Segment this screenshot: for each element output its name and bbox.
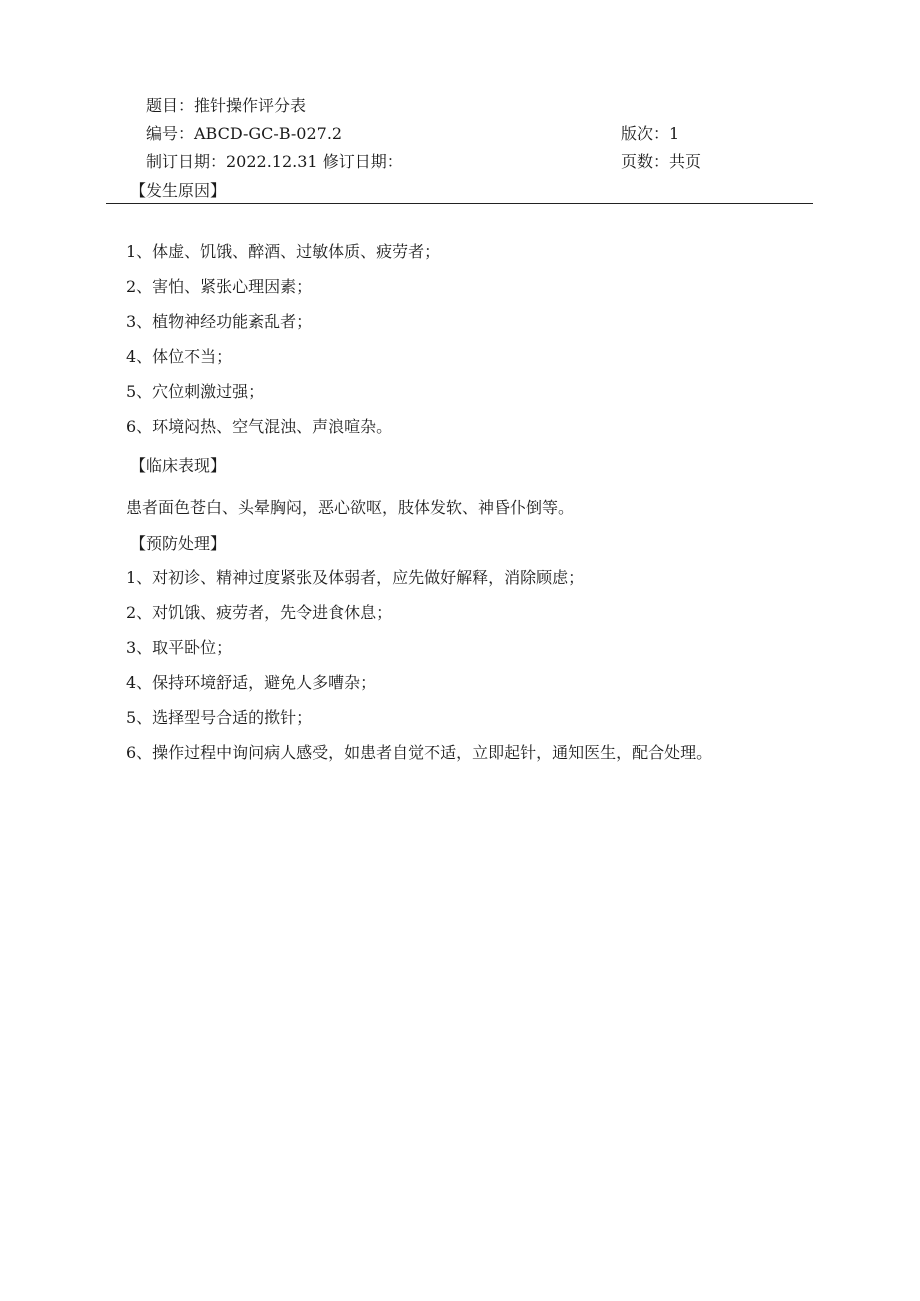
document-code: 编号：ABCD-GC-B-027.2 (146, 124, 343, 143)
document-page-count: 页数：共页 (621, 152, 702, 171)
list-item: 5、选择型号合适的揿针； (126, 708, 313, 727)
causes-heading: 【发生原因】 (130, 181, 227, 200)
list-item: 2、害怕、紧张心理因素； (126, 277, 313, 296)
document-title: 题目：推针操作评分表 (146, 96, 307, 115)
document-dates: 制订日期：2022.12.31 修订日期： (146, 152, 403, 171)
causes-list (126, 242, 440, 452)
list-item: 4、体位不当； (126, 347, 233, 366)
clinical-text: 患者面色苍白、头晕胸闷，恶心欲呕，肢体发软、神昏仆倒等。 (126, 498, 575, 517)
list-item: 6、操作过程中询问病人感受，如患者自觉不适，立即起针，通知医生，配合处理。 (126, 743, 713, 762)
list-item: 1、体虚、饥饿、醉酒、过敏体质、疲劳者； (126, 242, 441, 261)
header-divider (106, 203, 813, 204)
list-item: 6、环境闷热、空气混浊、声浪喧杂。 (126, 417, 393, 436)
document-version: 版次：1 (621, 124, 680, 143)
list-item: 3、取平卧位； (126, 638, 233, 657)
list-item: 4、保持环境舒适，避免人多嘈杂； (126, 673, 377, 692)
list-item: 2、对饥饿、疲劳者，先令进食休息； (126, 603, 393, 622)
list-item: 3、植物神经功能紊乱者； (126, 312, 313, 331)
list-item: 5、穴位刺激过强； (126, 382, 265, 401)
clinical-heading: 【临床表现】 (130, 456, 227, 475)
prevention-list (126, 568, 712, 778)
prevention-heading: 【预防处理】 (130, 534, 227, 553)
list-item: 1、对初诊、精神过度紧张及体弱者，应先做好解释，消除顾虑； (126, 568, 585, 587)
